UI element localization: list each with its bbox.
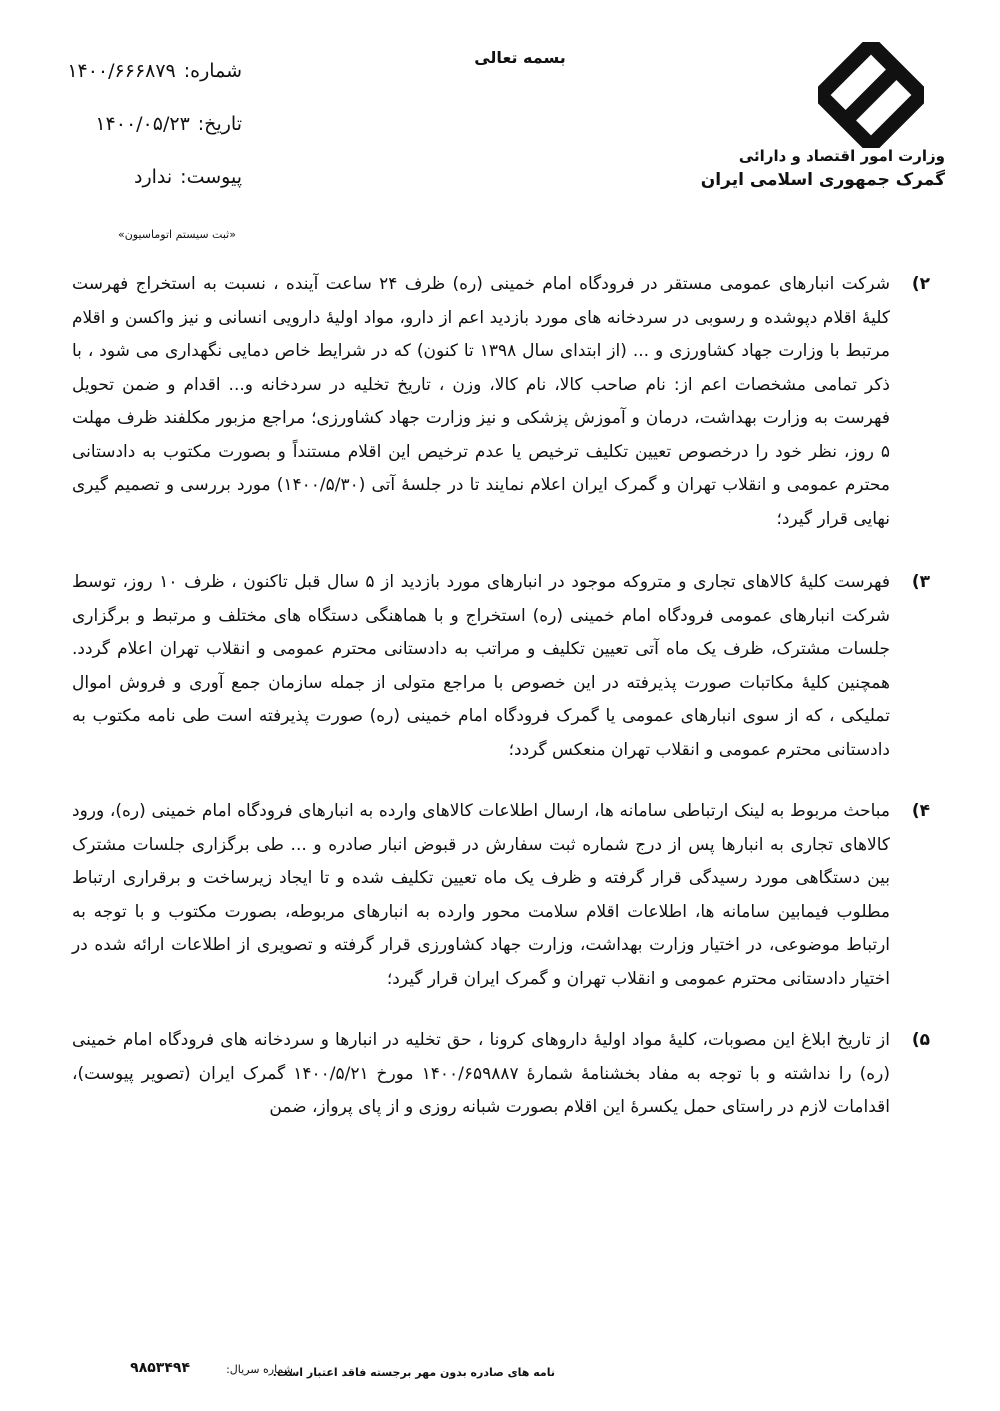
item-text: مباحث مربوط به لینک ارتباطی سامانه ها، ارسال اطلاعات کالاهای وارده به انبارهای فرودگاه امام خمینی (ره)، ورود کالاهای تجاری به انبارها پس از درج شماره ثبت سفارش در قبوض انبار صادره و ... طی برگزاری جلسات مشترک بین دستگاهی مورد رسیدگی قرار گرفته و ظرف یک ماه تعیین تکلیف شده و تا ایجاد زیرساخت و برقراری ارتباط مطلوب فیمابین سامانه ها، اطلاعات اقلام سلامت محور وارده به انبارهای مربوطه، بصورت مکتوب و با توجه به ارتباط موضوعی، در اختیار وزارت بهداشت، وزارت جهاد کشاورزی قرار گرفته و تصویری از اطلاعات ارائه شده در اختیار دادستانی محترم عمومی و انقلاب تهران و گمرک ایران قرار گیرد؛ [72,801,890,989]
item-text: از تاریخ ابلاغ این مصوبات، کلیهٔ مواد اولیهٔ داروهای کرونا ، حق تخلیه در انبارها و سردخانه های فرودگاه امام خمینی (ره) را نداشته و با توجه به مفاد بخشنامهٔ شمارهٔ ۱۴۰۰/۶۵۹۸۸۷ مورخ ۱۴۰۰/۵/۲۱ گمرک ایران (تصویر پیوست)، اقدامات لازم در راستای حمل یکسرهٔ این اقلام بصورت شبانه روزی و از پای پرواز، ضمن [72,1030,891,1117]
validity-note: نامه های صادره بدون مهر برجسته فاقد اعتبار است. [272,1366,555,1379]
serial-value: ۹۸۵۳۴۹۴ [130,1360,190,1376]
item-number: ۳) [911,572,930,592]
customs-name: گمرک جمهوری اسلامی ایران [700,170,945,190]
item-number: ۴) [911,801,930,821]
date-label: تاریخ: [197,113,242,135]
resolution-item [72,1024,930,1125]
attachment-label: پیوست: [180,166,242,188]
letter-date [95,113,242,135]
item-text: شرکت انبارهای عمومی مستقر در فرودگاه امام خمینی (ره) ظرف ۲۴ ساعت آینده ، نسبت به استخراج فهرست کلیهٔ اقلام دپوشده و رسوبی در سردخانه های مورد بازدید اعم از دارو، مواد اولیهٔ دارویی انسانی و نیز واکسن و اقلام مرتبط با وزارت جهاد کشاورزی و ... (از ابتدای سال ۱۳۹۸ تا کنون) که در شرایط خاص دمایی نگهداری می شود ، با ذکر تمامی مشخصات اعم از: نام صاحب کالا، نام کالا، وزن ، تاریخ تخلیه در سردخانه و... اقدام و ضمن تحویل فهرست به وزارت بهداشت، درمان و آموزش پزشکی و نیز وزارت جهاد کشاورزی؛ مراجع مزبور مکلفند ظرف مهلت ۵ روز، نظر خود را درخصوص تعیین تکلیف ترخیص یا عدم ترخیص این اقلام مستنداً و بصورت مکتوب به دادستانی محترم عمومی و انقلاب تهران و گمرک ایران اعلام نمایند تا در جلسهٔ آتی (۱۴۰۰/۵/۳۰) مورد بررسی و تصمیم گیری نهایی قرار گیرد؛ [72,274,891,529]
attachment-value: ندارد [133,166,173,188]
item-number: ۵) [911,1030,930,1050]
system-note: «ثبت سیستم اتوماسیون» [118,228,236,241]
serial-label: شماره سریال: [226,1363,293,1376]
resolution-item [72,268,930,536]
resolution-item [72,566,930,767]
ministry-name: وزارت امور اقتصاد و دارائی [738,147,945,165]
invocation-heading: بسمه تعالی [474,48,566,67]
item-text: فهرست کلیهٔ کالاهای تجاری و متروکه موجود در انبارهای مورد بازدید از ۵ سال قبل تاکنون ، ظرف ۱۰ روز، توسط شرکت انبارهای عمومی فرودگاه امام خمینی (ره) استخراج و با هماهنگی دستگاه های مختلف و مرتبط و برگزاری جلسات مشترک، ظرف یک ماه آتی تعیین تکلیف و مراتب به دادستانی محترم عمومی و انقلاب تهران اعلام گردد. همچنین کلیهٔ مکاتبات صورت پذیرفته در این خصوص با مراجع متولی از جمله سازمان جمع آوری و فروش اموال تملیکی ، که از سوی انبارهای عمومی یا گمرک فرودگاه امام خمینی (ره) صورت پذیرفته است طی نامه مکتوب به دادستانی محترم عمومی و انقلاب تهران منعکس گردد؛ [72,572,890,760]
resolutions-list [72,268,930,1125]
number-label: شماره: [183,60,242,82]
organization-name [701,146,945,194]
resolution-item [72,795,930,996]
customs-logo-icon [818,42,924,148]
letter-number [67,60,242,82]
date-value: ۱۴۰۰/۰۵/۲۳ [95,113,190,135]
number-value: ۱۴۰۰/۶۶۶۸۷۹ [67,60,176,82]
letter-attachment [134,166,242,188]
item-number: ۲) [911,274,930,294]
